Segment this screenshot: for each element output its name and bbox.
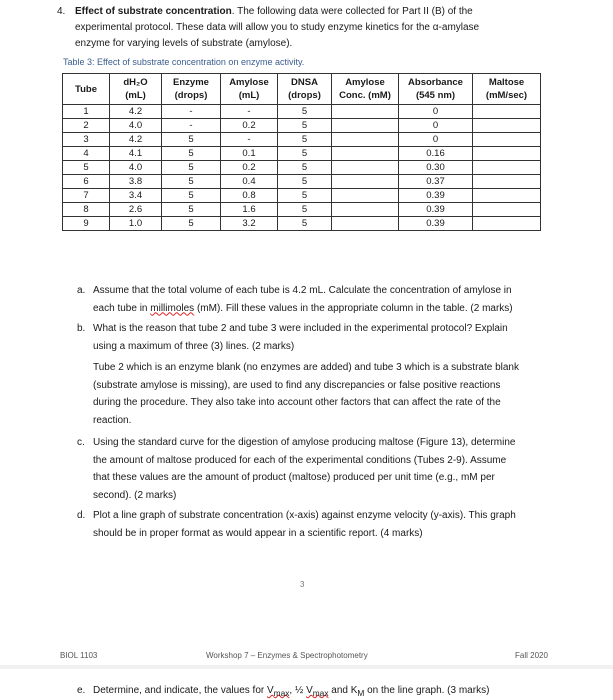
- table-cell: [332, 161, 399, 175]
- table-cell: 5: [278, 147, 332, 161]
- table-cell: 3.2: [221, 217, 278, 231]
- question-e-mid: , ½: [289, 685, 307, 696]
- table-cell: 1: [63, 105, 110, 119]
- table-cell: -: [162, 105, 221, 119]
- km-subscript: M: [357, 688, 365, 698]
- table-cell: 5: [162, 189, 221, 203]
- question-a-text: [93, 282, 557, 317]
- question-a-line-1: Assume that the total volume of each tube is 4.2 mL. Calculate the concentration of amylose in: [93, 285, 512, 296]
- table-row: [63, 133, 541, 147]
- table-cell: 6: [63, 175, 110, 189]
- table-cell: [473, 147, 541, 161]
- table-cell: [473, 189, 541, 203]
- table-cell: 0: [399, 105, 473, 119]
- footer-workshop: Workshop 7 – Enzymes & Spectrophotometry: [206, 651, 368, 660]
- answer-line: (substrate amylose is missing), are used to find any discrepancies or false positive reactions: [93, 379, 501, 391]
- question-b-letter: b.: [77, 323, 86, 334]
- table-cell: 5: [162, 161, 221, 175]
- table-cell: 5: [278, 161, 332, 175]
- table-cell: 0: [399, 133, 473, 147]
- table-cell: 5: [162, 133, 221, 147]
- page-break: [0, 665, 613, 669]
- question-4-title: Effect of substrate concentration: [75, 6, 232, 17]
- table-cell: 5: [63, 161, 110, 175]
- table-cell: [473, 161, 541, 175]
- question-a-letter: a.: [77, 285, 86, 296]
- table-row: [63, 105, 541, 119]
- table-cell: 0.39: [399, 217, 473, 231]
- table-cell: 2.6: [110, 203, 162, 217]
- table-cell: [473, 133, 541, 147]
- table-cell: 2: [63, 119, 110, 133]
- question-b-text: [93, 320, 557, 355]
- table-cell: [332, 147, 399, 161]
- table-cell: 1.6: [221, 203, 278, 217]
- table-cell: 0.16: [399, 147, 473, 161]
- data-table: [62, 73, 541, 231]
- table-cell: -: [221, 133, 278, 147]
- table-row: [63, 147, 541, 161]
- table-cell: [332, 133, 399, 147]
- table-cell: -: [221, 105, 278, 119]
- table-row: [63, 161, 541, 175]
- table-cell: 7: [63, 189, 110, 203]
- table-cell: 0.4: [221, 175, 278, 189]
- table-cell: 5: [278, 203, 332, 217]
- table-cell: 4: [63, 147, 110, 161]
- table-cell: -: [162, 119, 221, 133]
- table-cell: 4.1: [110, 147, 162, 161]
- header-dh2o: dH₂O (mL): [110, 74, 162, 105]
- table-cell: 3.8: [110, 175, 162, 189]
- table-cell: 5: [162, 217, 221, 231]
- table-cell: 0.2: [221, 161, 278, 175]
- footer-course: BIOL 1103: [60, 651, 98, 660]
- table-cell: 0: [399, 119, 473, 133]
- table-row: [63, 189, 541, 203]
- table-cell: 1.0: [110, 217, 162, 231]
- half-vmax-symbol: $V_{max}$: [306, 685, 329, 698]
- question-b-line-1: What is the reason that tube 2 and tube 3 were included in the experimental protocol? Explain: [93, 323, 508, 334]
- table-cell: 5: [162, 203, 221, 217]
- question-c-line: the amount of maltose produced for each of the experimental conditions (Tubes 2-9). Assume: [93, 454, 507, 466]
- question-4-line-3: enzyme for varying levels of substrate (amylose).: [75, 38, 293, 49]
- table-cell: 4.0: [110, 119, 162, 133]
- table-row: [63, 203, 541, 217]
- table-cell: 0.39: [399, 189, 473, 203]
- question-e-text: [93, 684, 577, 700]
- header-absorbance: Absorbance (545 nm): [399, 74, 473, 105]
- table-body: [63, 105, 541, 231]
- question-d-letter: d.: [77, 510, 86, 521]
- table-cell: 5: [278, 105, 332, 119]
- table-row: [63, 119, 541, 133]
- table-cell: 4.2: [110, 105, 162, 119]
- table-cell: 4.2: [110, 133, 162, 147]
- table-cell: [473, 119, 541, 133]
- table-cell: [332, 189, 399, 203]
- table-row: [63, 217, 541, 231]
- question-c-letter: c.: [77, 437, 85, 448]
- table-row: [63, 175, 541, 189]
- table-cell: 0.37: [399, 175, 473, 189]
- question-a-line-2-pre: each tube in: [93, 302, 151, 314]
- question-b-line-2: using a maximum of three (3) lines. (2 marks): [93, 340, 295, 352]
- question-4-line-2: experimental protocol. These data will allow you to study enzyme kinetics for the α-amylase: [75, 22, 480, 33]
- table-cell: 0.39: [399, 203, 473, 217]
- spellcheck-word: millimoles: [150, 302, 195, 314]
- question-d-line: should be in proper format as would appear in a scientific report. (4 marks): [93, 527, 423, 539]
- table-cell: [473, 105, 541, 119]
- page-number: 3: [300, 580, 305, 589]
- question-c-line: second). (2 marks): [93, 489, 177, 501]
- table-cell: 4.0: [110, 161, 162, 175]
- table-cell: 5: [278, 189, 332, 203]
- question-d-text: [93, 507, 557, 542]
- table-cell: 5: [278, 133, 332, 147]
- table-cell: 0.30: [399, 161, 473, 175]
- table-cell: [332, 105, 399, 119]
- answer-b: [93, 359, 553, 429]
- table-cell: 0.1: [221, 147, 278, 161]
- question-number: 4.: [57, 6, 66, 17]
- header-dnsa: DNSA (drops): [278, 74, 332, 105]
- question-4-text: [75, 4, 555, 52]
- header-maltose: Maltose (mM/sec): [473, 74, 541, 105]
- table-cell: 5: [162, 147, 221, 161]
- question-d-line: Plot a line graph of substrate concentration (x-axis) against enzyme velocity (y-axis). This graph: [93, 510, 516, 521]
- answer-line: Tube 2 which is an enzyme blank (no enzymes are added) and tube 3 which is a substrate blank: [93, 362, 519, 373]
- km-symbol: and K: [328, 685, 358, 696]
- header-amylose: Amylose (mL): [221, 74, 278, 105]
- vmax-symbol: $V_{max}$: [266, 685, 290, 698]
- question-c-line: Using the standard curve for the digestion of amylose producing maltose (Figure 13), determine: [93, 437, 516, 448]
- table-cell: 3: [63, 133, 110, 147]
- question-e-pre: Determine, and indicate, the values for: [93, 685, 267, 696]
- table-cell: 5: [278, 217, 332, 231]
- header-amylose-conc: Amylose Conc. (mM): [332, 74, 399, 105]
- table-cell: 8: [63, 203, 110, 217]
- question-e-post: on the line graph. (3 marks): [364, 685, 490, 696]
- header-tube: Tube: [63, 74, 110, 105]
- question-c-line: that these values are the amount of product (maltose) produced per unit time (e.g., mM per: [93, 472, 495, 483]
- table-cell: 5: [162, 175, 221, 189]
- table-cell: [473, 217, 541, 231]
- answer-line: during the procedure. They also take into account other factors that can affect the rate of the: [93, 397, 501, 408]
- table-cell: 0.2: [221, 119, 278, 133]
- table-caption: Table 3: Effect of substrate concentration on enzyme activity.: [63, 57, 305, 67]
- table-header-row: [63, 74, 541, 105]
- footer-term: Fall 2020: [515, 651, 548, 660]
- question-e-letter: e.: [77, 685, 86, 696]
- question-a-line-2-post: (mM). Fill these values in the appropriate column in the table. (2 marks): [194, 302, 513, 314]
- table-cell: 5: [278, 175, 332, 189]
- question-4-line-1: . The following data were collected for Part II (B) of the: [231, 6, 473, 17]
- table-cell: 0.8: [221, 189, 278, 203]
- question-c-text: [93, 434, 557, 504]
- table-cell: [332, 175, 399, 189]
- table-cell: [473, 203, 541, 217]
- table-cell: 9: [63, 217, 110, 231]
- header-enzyme: Enzyme (drops): [162, 74, 221, 105]
- table-cell: [332, 203, 399, 217]
- table-cell: 5: [278, 119, 332, 133]
- table-cell: [332, 119, 399, 133]
- table-cell: 3.4: [110, 189, 162, 203]
- answer-line: reaction.: [93, 414, 132, 426]
- table-cell: [473, 175, 541, 189]
- table-cell: [332, 217, 399, 231]
